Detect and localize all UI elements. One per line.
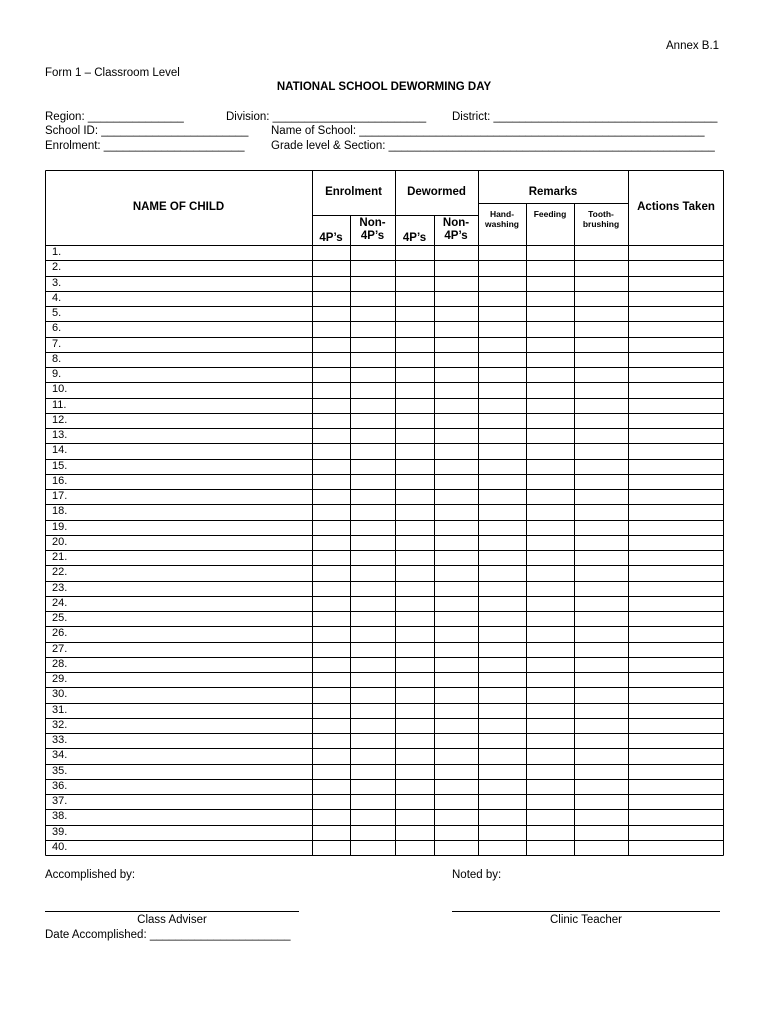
row-number: 23. [52,581,68,594]
row-number: 9. [52,368,62,380]
division-field[interactable]: Division: ________________________ [226,111,427,123]
row-number: 10. [52,383,68,396]
school-id-field[interactable]: School ID: _______________________ [45,125,249,137]
clinic-teacher-label: Clinic Teacher [549,914,622,926]
row-number: 17. [52,490,68,502]
row-number: 40. [52,840,68,853]
row-number: 3. [52,276,62,289]
row-number: 16. [52,474,68,487]
row-number: 11. [52,398,67,411]
row-number: 18. [52,505,68,518]
row-number: 39. [52,825,68,838]
row-number: 29. [52,673,68,685]
class-adviser-signature-line[interactable] [45,911,299,912]
district-field[interactable]: District: ___________________________________ [452,111,718,123]
row-number: 4. [52,291,62,304]
remarks-header: Remarks [528,185,578,198]
row-number: 38. [52,810,68,823]
row-number: 21. [52,551,68,563]
row-number: 6. [52,322,62,335]
noted-by-label: Noted by: [452,869,502,881]
row-number: 19. [52,520,68,533]
row-number: 22. [52,566,68,579]
row-number: 33. [52,734,68,746]
table-grid-lines [45,170,724,856]
annex-label: Annex B.1 [666,40,720,52]
row-number: 30. [52,688,68,701]
row-number: 37. [52,795,68,807]
enrolment-4ps-header: 4P’s [319,231,343,244]
row-number: 15. [52,459,68,472]
row-number: 2. [52,261,62,274]
remarks-handwashing-header: Hand- washing [484,209,519,229]
row-number: 7. [52,337,62,350]
enrolment-header: Enrolment [325,185,382,198]
dewormed-non4ps-header: Non- 4P’s [442,216,470,242]
row-number: 12. [52,413,68,426]
deworming-table [45,170,724,856]
row-number: 36. [52,779,68,792]
enrolment-non4ps-header: Non- 4P’s [359,216,386,242]
row-number: 34. [52,749,68,762]
form-label: Form 1 – Classroom Level [45,67,180,79]
school-name-field[interactable]: Name of School: ______________________________________________________ [271,125,705,137]
accomplished-by-label: Accomplished by: [45,869,136,881]
row-number: 32. [52,718,68,731]
dewormed-4ps-header: 4P’s [402,231,427,244]
row-number: 28. [52,657,68,670]
actions-taken-header: Actions Taken [637,200,715,213]
remarks-toothbrushing-header: Tooth- brushing [582,209,620,229]
enrolment-field[interactable]: Enrolment: ______________________ [45,140,245,152]
row-number: 1. [52,246,62,258]
row-number: 27. [52,642,68,655]
row-number: 20. [52,535,68,548]
row-number: 13. [52,429,68,441]
dewormed-header: Dewormed [407,185,466,198]
row-number: 14. [52,444,68,457]
row-number: 5. [52,307,62,319]
class-adviser-label: Class Adviser [137,914,207,926]
date-accomplished-field[interactable]: Date Accomplished: ______________________ [45,929,291,941]
region-field[interactable]: Region: _______________ [45,111,184,123]
row-number: 31. [52,703,68,716]
row-number: 25. [52,612,68,624]
row-number: 26. [52,627,68,640]
name-of-child-header: NAME OF CHILD [132,200,225,213]
grade-section-field[interactable]: Grade level & Section: ___________________________________________________ [271,140,715,152]
remarks-feeding-header: Feeding [533,209,567,220]
row-number: 8. [52,352,62,365]
clinic-teacher-signature-line[interactable] [452,911,720,912]
form-title: NATIONAL SCHOOL DEWORMING DAY [276,81,492,93]
row-number: 24. [52,596,68,609]
row-number: 35. [52,764,68,777]
